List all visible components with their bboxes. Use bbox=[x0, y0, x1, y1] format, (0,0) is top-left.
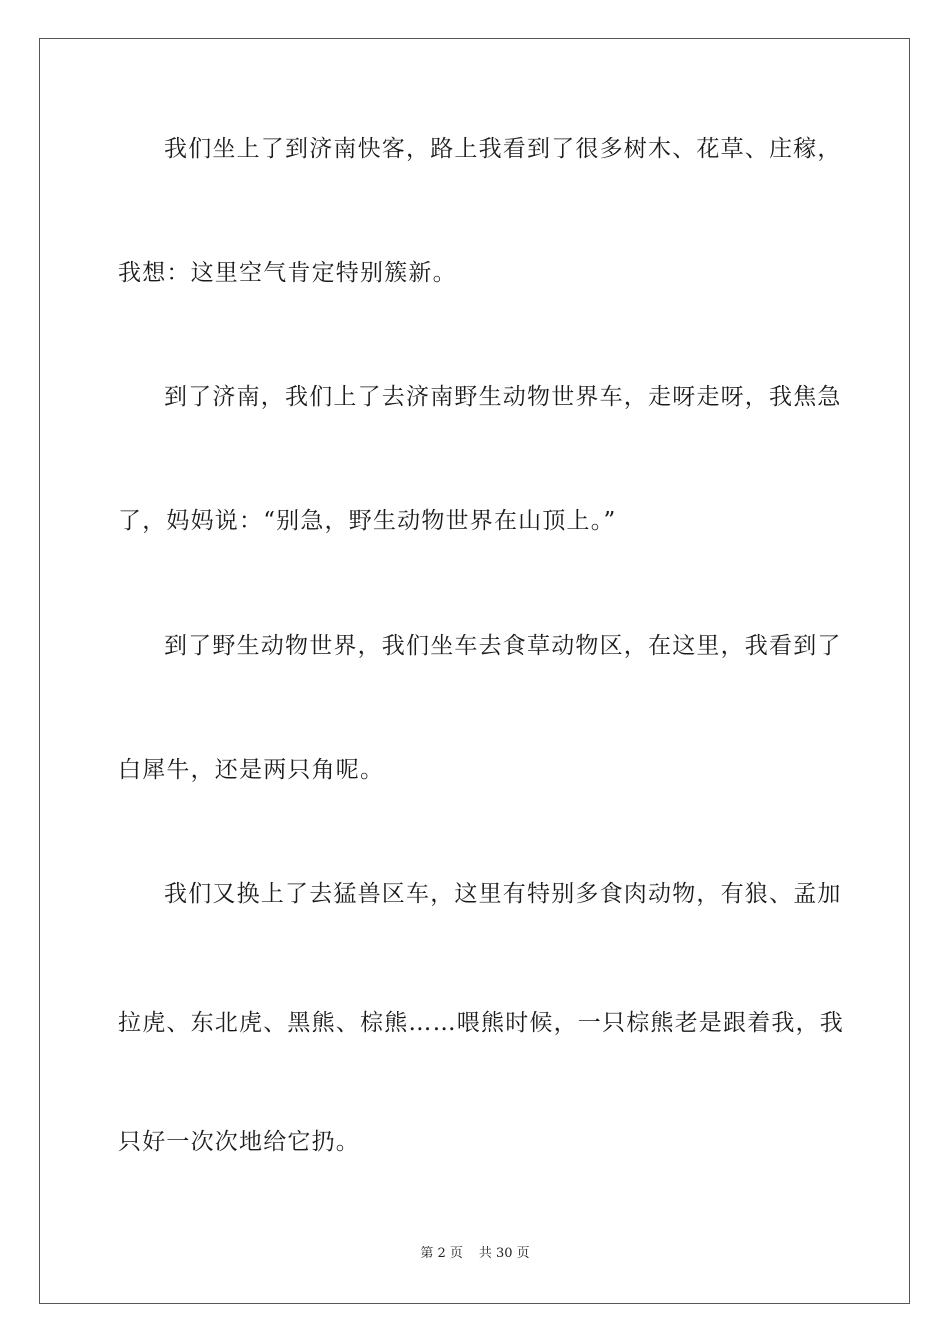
paragraph-2-line-1: 到了济南，我们上了去济南野生动物世界车，走呀走呀，我焦急 bbox=[164, 384, 842, 410]
paragraph-2-line-2: 了，妈妈说：“别急，野生动物世界在山顶上。” bbox=[118, 508, 617, 534]
paragraph-1-line-1: 我们坐上了到济南快客，路上我看到了很多树木、花草、庄稼， bbox=[164, 136, 842, 162]
paragraph-3-line-1: 到了野生动物世界，我们坐车去食草动物区，在这里，我看到了 bbox=[164, 633, 842, 659]
paragraph-3-line-2: 白犀牛，还是两只角呢。 bbox=[118, 757, 385, 783]
paragraph-4-line-2: 拉虎、东北虎、黑熊、棕熊……喂熊时候，一只棕熊老是跟着我，我 bbox=[118, 1010, 844, 1036]
page-total: 共 30 页 bbox=[478, 1246, 530, 1261]
paragraph-1-line-2: 我想：这里空气肯定特别簇新。 bbox=[118, 260, 457, 286]
paragraph-4-line-3: 只好一次次地给它扔。 bbox=[118, 1129, 360, 1155]
page-frame bbox=[39, 38, 910, 1304]
paragraph-4-line-1: 我们又换上了去猛兽区车，这里有特别多食肉动物，有狼、孟加 bbox=[164, 881, 842, 907]
page-footer bbox=[0, 1245, 950, 1263]
page-number: 第 2 页 bbox=[420, 1246, 463, 1261]
